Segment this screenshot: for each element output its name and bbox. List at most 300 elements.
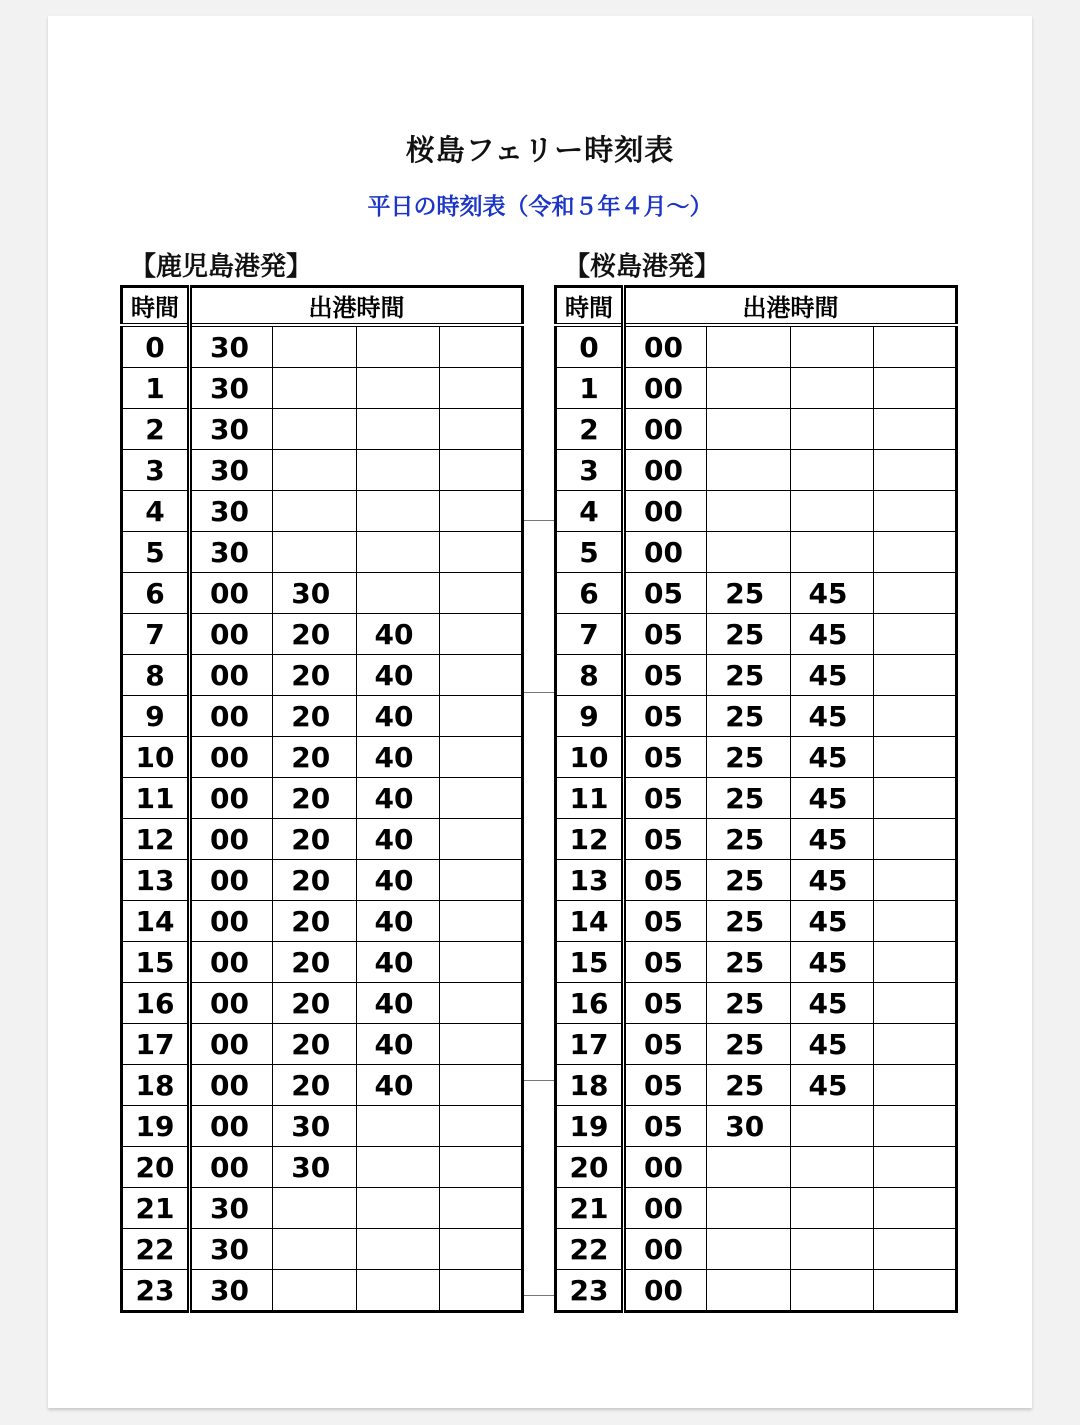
timetable-body <box>122 325 523 1312</box>
departure-minute-cell: 25 <box>707 614 790 655</box>
departure-minute-cell <box>273 325 356 368</box>
departure-minute-cell: 05 <box>624 901 707 942</box>
departure-minute-cell: 25 <box>707 901 790 942</box>
hour-header: 時間 <box>556 287 624 326</box>
departure-minute-cell: 00 <box>624 1147 707 1188</box>
hour-cell: 16 <box>556 983 624 1024</box>
table-row <box>122 491 523 532</box>
departure-header: 出港時間 <box>190 287 523 326</box>
departure-minute-cell: 00 <box>624 1229 707 1270</box>
table-row <box>556 983 957 1024</box>
departure-minute-cell: 00 <box>190 942 273 983</box>
table-row <box>556 696 957 737</box>
departure-minute-cell <box>439 491 522 532</box>
timetable-body <box>556 325 957 1312</box>
table-row <box>122 778 523 819</box>
hour-cell: 4 <box>122 491 190 532</box>
table-row <box>122 1024 523 1065</box>
departure-minute-cell <box>707 1229 790 1270</box>
departure-minute-cell <box>439 409 522 450</box>
table-row <box>122 573 523 614</box>
departure-minute-cell <box>873 491 956 532</box>
table-row <box>122 737 523 778</box>
hour-cell: 9 <box>122 696 190 737</box>
hour-cell: 15 <box>556 942 624 983</box>
departure-minute-cell: 05 <box>624 1065 707 1106</box>
departure-minute-cell: 20 <box>273 696 356 737</box>
hour-header: 時間 <box>122 287 190 326</box>
departure-minute-cell <box>356 532 439 573</box>
departure-minute-cell: 25 <box>707 983 790 1024</box>
departure-minute-cell: 45 <box>790 901 873 942</box>
departure-minute-cell: 40 <box>356 778 439 819</box>
departure-minute-cell <box>439 942 522 983</box>
hour-cell: 13 <box>122 860 190 901</box>
hour-cell: 3 <box>122 450 190 491</box>
departure-minute-cell: 05 <box>624 614 707 655</box>
departure-minute-cell: 00 <box>190 819 273 860</box>
departure-minute-cell: 45 <box>790 737 873 778</box>
departure-minute-cell <box>273 368 356 409</box>
table-row <box>122 901 523 942</box>
departure-minute-cell: 00 <box>190 901 273 942</box>
table-row <box>122 1229 523 1270</box>
kagoshima-port-label: 【鹿児島港発】 <box>130 252 313 282</box>
departure-minute-cell: 25 <box>707 696 790 737</box>
departure-minute-cell: 05 <box>624 942 707 983</box>
departure-minute-cell: 30 <box>273 573 356 614</box>
departure-minute-cell <box>439 901 522 942</box>
departure-minute-cell <box>873 1065 956 1106</box>
kagoshima-timetable <box>120 285 524 1313</box>
departure-minute-cell <box>873 450 956 491</box>
table-row <box>556 573 957 614</box>
departure-minute-cell: 05 <box>624 655 707 696</box>
departure-minute-cell <box>356 1147 439 1188</box>
departure-minute-cell: 25 <box>707 655 790 696</box>
hour-cell: 2 <box>122 409 190 450</box>
departure-minute-cell <box>273 450 356 491</box>
table-header-row <box>122 287 523 326</box>
departure-minute-cell: 45 <box>790 1024 873 1065</box>
departure-minute-cell: 00 <box>190 737 273 778</box>
departure-minute-cell: 30 <box>190 368 273 409</box>
table-row <box>122 1147 523 1188</box>
table-row <box>122 860 523 901</box>
table-row <box>556 819 957 860</box>
hour-cell: 5 <box>122 532 190 573</box>
departure-minute-cell <box>790 450 873 491</box>
departure-minute-cell: 30 <box>190 450 273 491</box>
table-row <box>556 1065 957 1106</box>
hour-cell: 23 <box>556 1270 624 1312</box>
table-row <box>556 1229 957 1270</box>
departure-minute-cell <box>707 491 790 532</box>
departure-minute-cell: 20 <box>273 901 356 942</box>
hour-cell: 20 <box>122 1147 190 1188</box>
table-row <box>122 983 523 1024</box>
table-row <box>122 655 523 696</box>
departure-minute-cell <box>873 532 956 573</box>
departure-minute-cell: 25 <box>707 942 790 983</box>
departure-minute-cell: 45 <box>790 983 873 1024</box>
hour-cell: 8 <box>122 655 190 696</box>
departure-minute-cell <box>356 409 439 450</box>
departure-minute-cell: 45 <box>790 1065 873 1106</box>
departure-minute-cell: 20 <box>273 614 356 655</box>
departure-minute-cell <box>439 860 522 901</box>
departure-minute-cell: 00 <box>190 1147 273 1188</box>
hour-cell: 22 <box>556 1229 624 1270</box>
departure-minute-cell: 00 <box>624 409 707 450</box>
departure-minute-cell: 30 <box>273 1147 356 1188</box>
departure-minute-cell <box>356 1270 439 1312</box>
departure-minute-cell <box>273 1229 356 1270</box>
hour-cell: 9 <box>556 696 624 737</box>
departure-minute-cell: 05 <box>624 573 707 614</box>
departure-minute-cell <box>790 1147 873 1188</box>
departure-minute-cell <box>873 901 956 942</box>
departure-minute-cell <box>790 1106 873 1147</box>
departure-minute-cell <box>873 368 956 409</box>
table-row <box>122 1106 523 1147</box>
departure-minute-cell: 05 <box>624 1024 707 1065</box>
departure-minute-cell: 45 <box>790 696 873 737</box>
departure-minute-cell <box>439 614 522 655</box>
departure-minute-cell <box>439 1147 522 1188</box>
departure-minute-cell: 30 <box>707 1106 790 1147</box>
departure-minute-cell <box>273 532 356 573</box>
hour-cell: 21 <box>556 1188 624 1229</box>
departure-minute-cell: 30 <box>190 325 273 368</box>
departure-minute-cell: 00 <box>190 573 273 614</box>
departure-minute-cell: 00 <box>190 655 273 696</box>
hour-cell: 7 <box>556 614 624 655</box>
departure-minute-cell: 30 <box>190 1188 273 1229</box>
departure-minute-cell: 40 <box>356 696 439 737</box>
departure-minute-cell <box>439 696 522 737</box>
departure-minute-cell <box>439 655 522 696</box>
table-row <box>556 942 957 983</box>
table-row <box>122 1188 523 1229</box>
table-row <box>122 614 523 655</box>
table-row <box>556 532 957 573</box>
table-row <box>556 737 957 778</box>
departure-minute-cell: 40 <box>356 860 439 901</box>
departure-minute-cell <box>873 409 956 450</box>
departure-minute-cell: 40 <box>356 655 439 696</box>
table-row <box>556 368 957 409</box>
table-header-row <box>556 287 957 326</box>
departure-minute-cell <box>439 325 522 368</box>
departure-minute-cell <box>439 532 522 573</box>
page-subtitle: 平日の時刻表（令和５年４月～） <box>367 194 713 220</box>
departure-minute-cell: 20 <box>273 983 356 1024</box>
departure-minute-cell: 30 <box>190 491 273 532</box>
table-row <box>556 1147 957 1188</box>
departure-minute-cell <box>873 325 956 368</box>
departure-minute-cell <box>439 1229 522 1270</box>
table-row <box>122 532 523 573</box>
table-row <box>122 1065 523 1106</box>
hour-cell: 5 <box>556 532 624 573</box>
table-row <box>556 778 957 819</box>
departure-minute-cell <box>439 573 522 614</box>
departure-minute-cell <box>873 737 956 778</box>
table-row <box>556 860 957 901</box>
departure-minute-cell <box>439 983 522 1024</box>
departure-minute-cell: 20 <box>273 655 356 696</box>
table-row <box>122 368 523 409</box>
table-row <box>556 450 957 491</box>
departure-minute-cell <box>873 860 956 901</box>
table-row <box>556 1106 957 1147</box>
departure-minute-cell: 45 <box>790 655 873 696</box>
hour-cell: 23 <box>122 1270 190 1312</box>
departure-minute-cell <box>439 1065 522 1106</box>
page-title: 桜島フェリー時刻表 <box>405 133 675 167</box>
table-row <box>556 655 957 696</box>
departure-minute-cell <box>356 1229 439 1270</box>
hour-cell: 11 <box>122 778 190 819</box>
departure-minute-cell: 30 <box>190 532 273 573</box>
departure-minute-cell: 05 <box>624 778 707 819</box>
departure-minute-cell: 45 <box>790 942 873 983</box>
departure-header: 出港時間 <box>624 287 957 326</box>
departure-minute-cell <box>873 1270 956 1312</box>
hour-cell: 1 <box>122 368 190 409</box>
departure-minute-cell: 05 <box>624 819 707 860</box>
departure-minute-cell <box>439 1106 522 1147</box>
departure-minute-cell: 45 <box>790 614 873 655</box>
departure-minute-cell <box>707 1188 790 1229</box>
table-row <box>556 614 957 655</box>
departure-minute-cell: 40 <box>356 819 439 860</box>
departure-minute-cell: 25 <box>707 1065 790 1106</box>
hour-cell: 10 <box>556 737 624 778</box>
departure-minute-cell <box>273 409 356 450</box>
departure-minute-cell <box>356 491 439 532</box>
departure-minute-cell: 40 <box>356 983 439 1024</box>
departure-minute-cell <box>790 491 873 532</box>
departure-minute-cell: 45 <box>790 819 873 860</box>
hour-cell: 2 <box>556 409 624 450</box>
departure-minute-cell <box>707 368 790 409</box>
hour-cell: 19 <box>556 1106 624 1147</box>
departure-minute-cell: 00 <box>190 860 273 901</box>
departure-minute-cell <box>439 368 522 409</box>
departure-minute-cell <box>356 1106 439 1147</box>
hour-cell: 6 <box>122 573 190 614</box>
departure-minute-cell <box>873 1188 956 1229</box>
departure-minute-cell <box>273 1188 356 1229</box>
departure-minute-cell: 20 <box>273 942 356 983</box>
table-row <box>122 325 523 368</box>
departure-minute-cell: 00 <box>624 1270 707 1312</box>
hour-cell: 14 <box>556 901 624 942</box>
departure-minute-cell <box>790 325 873 368</box>
departure-minute-cell: 05 <box>624 860 707 901</box>
table-row <box>556 1024 957 1065</box>
departure-minute-cell <box>873 819 956 860</box>
departure-minute-cell: 20 <box>273 860 356 901</box>
hour-cell: 22 <box>122 1229 190 1270</box>
hour-cell: 21 <box>122 1188 190 1229</box>
departure-minute-cell: 00 <box>624 325 707 368</box>
departure-minute-cell: 20 <box>273 819 356 860</box>
hour-cell: 0 <box>122 325 190 368</box>
departure-minute-cell: 40 <box>356 614 439 655</box>
hour-cell: 4 <box>556 491 624 532</box>
departure-minute-cell <box>439 1270 522 1312</box>
departure-minute-cell <box>273 1270 356 1312</box>
departure-minute-cell: 30 <box>190 409 273 450</box>
departure-minute-cell <box>356 368 439 409</box>
table-row <box>556 325 957 368</box>
departure-minute-cell <box>707 1270 790 1312</box>
hour-cell: 17 <box>122 1024 190 1065</box>
table-row <box>122 450 523 491</box>
departure-minute-cell <box>790 1188 873 1229</box>
hour-cell: 20 <box>556 1147 624 1188</box>
departure-minute-cell <box>439 1024 522 1065</box>
table-row <box>556 491 957 532</box>
departure-minute-cell: 30 <box>190 1229 273 1270</box>
sakurajima-port-label: 【桜島港発】 <box>564 252 721 282</box>
table-row <box>122 696 523 737</box>
table-row <box>122 1270 523 1312</box>
departure-minute-cell: 00 <box>624 1188 707 1229</box>
table-row <box>556 1270 957 1312</box>
departure-minute-cell <box>356 573 439 614</box>
departure-minute-cell: 00 <box>624 450 707 491</box>
departure-minute-cell: 00 <box>624 368 707 409</box>
departure-minute-cell <box>356 450 439 491</box>
departure-minute-cell: 40 <box>356 737 439 778</box>
departure-minute-cell: 40 <box>356 1024 439 1065</box>
sakurajima-timetable <box>554 285 958 1313</box>
departure-minute-cell: 25 <box>707 1024 790 1065</box>
departure-minute-cell <box>873 1147 956 1188</box>
departure-minute-cell <box>707 325 790 368</box>
departure-minute-cell: 00 <box>190 614 273 655</box>
hour-cell: 15 <box>122 942 190 983</box>
departure-minute-cell <box>790 409 873 450</box>
departure-minute-cell <box>873 614 956 655</box>
hour-cell: 0 <box>556 325 624 368</box>
departure-minute-cell <box>707 532 790 573</box>
departure-minute-cell: 00 <box>190 983 273 1024</box>
hour-cell: 16 <box>122 983 190 1024</box>
departure-minute-cell: 30 <box>273 1106 356 1147</box>
departure-minute-cell <box>873 1229 956 1270</box>
departure-minute-cell: 45 <box>790 778 873 819</box>
departure-minute-cell: 00 <box>190 1106 273 1147</box>
table-row <box>122 819 523 860</box>
departure-minute-cell <box>790 368 873 409</box>
departure-minute-cell <box>873 983 956 1024</box>
hour-cell: 18 <box>556 1065 624 1106</box>
departure-minute-cell: 40 <box>356 901 439 942</box>
departure-minute-cell: 25 <box>707 737 790 778</box>
hour-cell: 6 <box>556 573 624 614</box>
departure-minute-cell <box>873 1024 956 1065</box>
departure-minute-cell <box>873 778 956 819</box>
departure-minute-cell: 25 <box>707 573 790 614</box>
departure-minute-cell: 20 <box>273 1065 356 1106</box>
hour-cell: 11 <box>556 778 624 819</box>
table-row <box>556 409 957 450</box>
departure-minute-cell: 05 <box>624 696 707 737</box>
hour-cell: 19 <box>122 1106 190 1147</box>
divider-line <box>524 1080 554 1081</box>
document-page <box>48 16 1032 1408</box>
departure-minute-cell <box>873 655 956 696</box>
divider-line <box>524 692 554 693</box>
table-row <box>122 942 523 983</box>
departure-minute-cell: 30 <box>190 1270 273 1312</box>
hour-cell: 17 <box>556 1024 624 1065</box>
departure-minute-cell <box>873 573 956 614</box>
table-row <box>556 901 957 942</box>
hour-cell: 12 <box>556 819 624 860</box>
hour-cell: 1 <box>556 368 624 409</box>
departure-minute-cell <box>790 532 873 573</box>
departure-minute-cell <box>356 325 439 368</box>
hour-cell: 18 <box>122 1065 190 1106</box>
departure-minute-cell <box>707 409 790 450</box>
departure-minute-cell: 20 <box>273 737 356 778</box>
departure-minute-cell: 40 <box>356 942 439 983</box>
departure-minute-cell <box>439 778 522 819</box>
departure-minute-cell <box>439 819 522 860</box>
hour-cell: 10 <box>122 737 190 778</box>
hour-cell: 12 <box>122 819 190 860</box>
departure-minute-cell: 45 <box>790 860 873 901</box>
departure-minute-cell: 05 <box>624 983 707 1024</box>
departure-minute-cell: 00 <box>190 696 273 737</box>
departure-minute-cell <box>273 491 356 532</box>
divider-line <box>524 520 554 521</box>
departure-minute-cell <box>707 1147 790 1188</box>
hour-cell: 13 <box>556 860 624 901</box>
departure-minute-cell <box>790 1270 873 1312</box>
departure-minute-cell <box>790 1229 873 1270</box>
hour-cell: 7 <box>122 614 190 655</box>
departure-minute-cell <box>873 942 956 983</box>
hour-cell: 3 <box>556 450 624 491</box>
departure-minute-cell: 05 <box>624 1106 707 1147</box>
hour-cell: 14 <box>122 901 190 942</box>
hour-cell: 8 <box>556 655 624 696</box>
departure-minute-cell: 40 <box>356 1065 439 1106</box>
departure-minute-cell <box>439 450 522 491</box>
departure-minute-cell: 00 <box>624 491 707 532</box>
departure-minute-cell: 20 <box>273 1024 356 1065</box>
departure-minute-cell: 25 <box>707 819 790 860</box>
departure-minute-cell: 05 <box>624 737 707 778</box>
departure-minute-cell: 00 <box>190 1024 273 1065</box>
departure-minute-cell <box>439 737 522 778</box>
departure-minute-cell: 00 <box>190 1065 273 1106</box>
departure-minute-cell: 45 <box>790 573 873 614</box>
table-row <box>122 409 523 450</box>
departure-minute-cell: 00 <box>624 532 707 573</box>
departure-minute-cell: 00 <box>190 778 273 819</box>
departure-minute-cell <box>873 1106 956 1147</box>
table-row <box>556 1188 957 1229</box>
departure-minute-cell <box>873 696 956 737</box>
